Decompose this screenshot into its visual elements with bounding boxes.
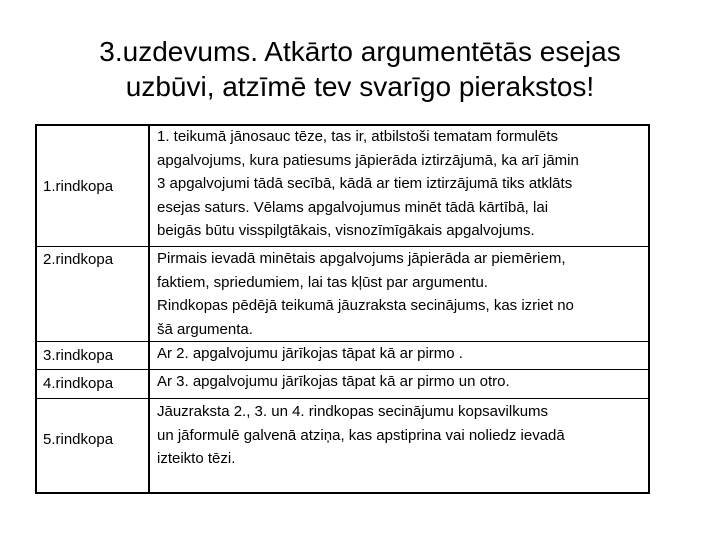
row-1-line: 3 apgalvojumi tādā secībā, kādā ar tiem iztirzājumā tiks atklāts: [157, 175, 573, 192]
table-row: [35, 342, 650, 369]
row-2-line: faktiem, spriedumiem, lai tas kļūst par argumentu.: [157, 273, 488, 291]
row-5-line: un jāformulē galvenā atziņa, kas apstiprina vai noliedz ievadā: [157, 426, 565, 444]
row-2-line: Rindkopas pēdējā teikumā jāuzraksta secinājums, kas izriet no: [157, 297, 574, 314]
slide-title-line-2: uzbūvi, atzīmē tev svarīgo pierakstos!: [125, 71, 595, 102]
row-label-2: 2.rindkopa: [43, 251, 114, 268]
row-text-2: [157, 247, 647, 341]
row-3-line: Ar 2. apgalvojumu jārīkojas tāpat kā ar pirmo .: [157, 345, 463, 362]
row-2-line: Pirmais ievadā minētais apgalvojums jāpierāda ar piemēriem,: [157, 250, 566, 267]
row-label-1: 1.rindkopa: [43, 178, 114, 195]
row-5-line: izteikto tēzi.: [157, 450, 236, 467]
slide-title-line-1: 3.uzdevums. Atkārto argumentētās esejas: [99, 36, 621, 67]
row-1-line: esejas saturs. Vēlams apgalvojumus minēt tādā kārtībā, lai: [157, 198, 549, 216]
table-row: [35, 124, 650, 246]
row-2-line: šā argumenta.: [157, 320, 253, 338]
row-5-line: Jāuzraksta 2., 3. un 4. rindkopas secinājumu kopsavilkums: [157, 403, 549, 420]
table-row: [35, 247, 650, 341]
row-4-line: Ar 3. apgalvojumu jārīkojas tāpat kā ar pirmo un otro.: [157, 373, 510, 390]
row-1-line: apgalvojums, kura patiesums jāpierāda iztirzājumā, ka arī jāmin: [157, 151, 579, 169]
row-label-3: 3.rindkopa: [43, 347, 114, 364]
slide-title: [0, 34, 720, 104]
table-row: [35, 370, 650, 398]
row-label-4: 4.rindkopa: [43, 375, 114, 392]
row-text-4: [157, 370, 647, 394]
row-1-line: 1. teikumā jānosauc tēze, tas ir, atbilstoši tematam formulēts: [157, 128, 559, 145]
table-row: [35, 399, 650, 494]
row-text-5: [157, 400, 647, 471]
row-text-1: [157, 125, 647, 243]
row-label-5: 5.rindkopa: [43, 431, 114, 448]
row-1-line: beigās būtu visspilgtākais, visnozīmīgākais apgalvojums.: [157, 222, 535, 239]
row-text-3: [157, 342, 647, 366]
